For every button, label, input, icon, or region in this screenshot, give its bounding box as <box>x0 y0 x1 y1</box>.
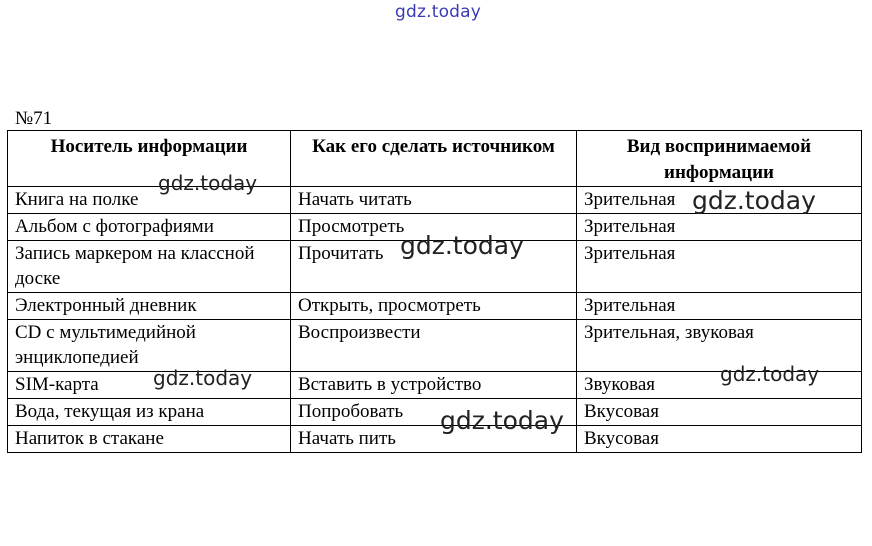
cell-action: Начать пить <box>291 426 577 453</box>
cell-perception: Вкусовая <box>577 426 862 453</box>
table-row <box>8 399 862 426</box>
watermark-text: gdz.today <box>720 362 820 386</box>
cell-carrier: Альбом с фотографиями <box>8 214 291 241</box>
table-header-row <box>8 131 862 187</box>
cell-perception: Звуковая <box>577 372 862 399</box>
cell-perception: Зрительная, звуковая <box>577 320 862 372</box>
watermark-text: gdz.today <box>158 171 258 195</box>
cell-carrier: Напиток в стакане <box>8 426 291 453</box>
cell-action: Прочитать <box>291 241 577 293</box>
cell-carrier: CD с мультимедийной энциклопедией <box>8 320 291 372</box>
watermark-text: gdz.today <box>153 366 253 390</box>
cell-action: Открыть, просмотреть <box>291 293 577 320</box>
cell-action: Попробовать <box>291 399 577 426</box>
cell-perception: Зрительная <box>577 214 862 241</box>
watermark-text: gdz.today <box>400 231 524 260</box>
table-row <box>8 293 862 320</box>
cell-carrier: Запись маркером на классной доске <box>8 241 291 293</box>
cell-perception: Зрительная <box>577 241 862 293</box>
column-header-carrier: Носитель информации <box>8 131 291 187</box>
information-carriers-table <box>7 130 862 453</box>
cell-action: Просмотреть <box>291 214 577 241</box>
cell-carrier: Электронный дневник <box>8 293 291 320</box>
cell-perception: Зрительная <box>577 293 862 320</box>
cell-action: Начать читать <box>291 187 577 214</box>
watermark-text: gdz.today <box>440 406 564 435</box>
cell-action: Воспроизвести <box>291 320 577 372</box>
task-number: №71 <box>15 108 53 129</box>
cell-action: Вставить в устройство <box>291 372 577 399</box>
cell-carrier: Вода, текущая из крана <box>8 399 291 426</box>
cell-perception: Вкусовая <box>577 399 862 426</box>
watermark-text: gdz.today <box>692 186 816 215</box>
cell-perception: Зрительная <box>577 187 862 214</box>
column-header-perception: Вид воспринимаемой информации <box>577 131 862 187</box>
cell-carrier: Книга на полке <box>8 187 291 214</box>
cell-carrier: SIM-карта <box>8 372 291 399</box>
site-watermark-header: gdz.today <box>395 2 482 22</box>
column-header-action: Как его сделать источником <box>291 131 577 187</box>
table-row <box>8 426 862 453</box>
